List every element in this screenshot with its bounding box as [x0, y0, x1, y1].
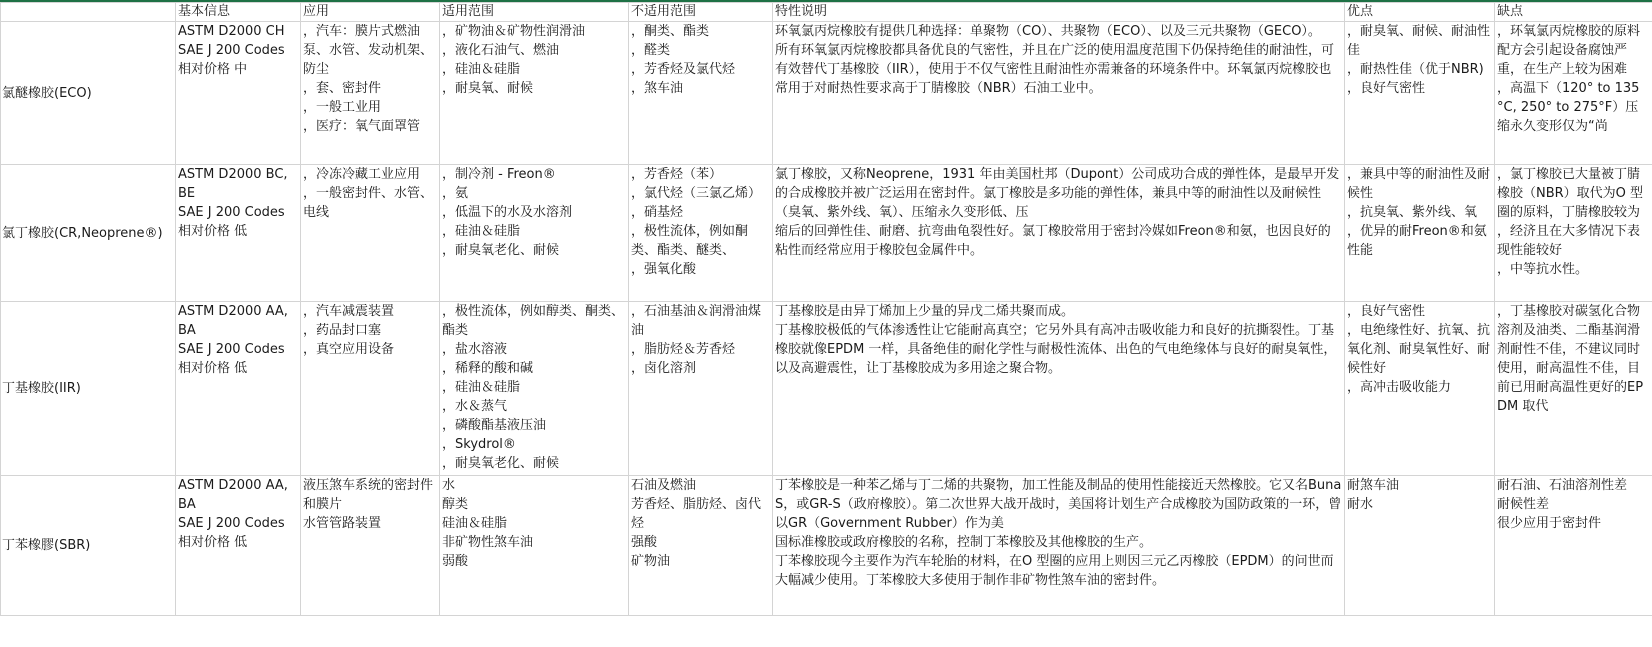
cell-basic-info[interactable] — [176, 165, 301, 302]
cell-text-line: ，煞车油 — [631, 81, 684, 96]
cell-text-line: 相对价格 低 — [178, 535, 248, 550]
cell-text-line: ASTM D2000 BC, BE — [178, 167, 288, 201]
cell-applications[interactable] — [301, 476, 440, 616]
table-row — [1, 302, 1652, 476]
cell-text-line: ，冷冻冷藏工业应用 — [303, 167, 421, 182]
cell-material-name[interactable]: 氯丁橡胶(CR,Neoprene®) — [1, 165, 176, 302]
cell-text-line: ，芳香烃及氯代烃 — [631, 62, 736, 77]
cell-text-line: ，硅油＆硅脂 — [442, 380, 521, 395]
cell-text-line: ，真空应用设备 — [303, 342, 395, 357]
cell-text-line: 耐水 — [1347, 497, 1374, 512]
cell-text-line: ，氯代烃（三氯乙烯） — [631, 186, 762, 201]
cell-text-line: 水管管路装置 — [303, 516, 382, 531]
cell-advantages[interactable] — [1345, 165, 1495, 302]
cell-text-line: ，良好气密性 — [1347, 304, 1426, 319]
cell-text-line: 国标准橡胶或政府橡胶的名称，控制丁苯橡胶及其他橡胶的生产。 — [775, 535, 1153, 550]
cell-material-name[interactable]: 丁基橡胶(IIR) — [1, 302, 176, 476]
cell-text-line: ，耐热性佳（优于NBR) — [1347, 62, 1484, 77]
cell-text-line: ，硅油＆硅脂 — [442, 62, 521, 77]
cell-advantages[interactable] — [1345, 22, 1495, 165]
cell-text-line: ，液化石油气、燃油 — [442, 43, 560, 58]
cell-text-line: 耐煞车油 — [1347, 478, 1400, 493]
cell-disadvantages[interactable] — [1495, 22, 1652, 165]
cell-description[interactable] — [773, 165, 1345, 302]
cell-advantages[interactable] — [1345, 476, 1495, 616]
cell-text-line: ，一般工业用 — [303, 100, 382, 115]
cell-text-line: 芳香烃、脂肪烃、卤代烃 — [631, 497, 762, 531]
header-cell-basic-info[interactable]: 基本信息 — [176, 3, 301, 22]
cell-text-line: 液压煞车系统的密封件和膜片 — [303, 478, 434, 512]
cell-basic-info[interactable] — [176, 22, 301, 165]
cell-text-line: 相对价格 低 — [178, 361, 248, 376]
cell-text-line: SAE J 200 Codes — [178, 516, 285, 531]
cell-description[interactable] — [773, 302, 1345, 476]
cell-disadvantages[interactable] — [1495, 165, 1652, 302]
cell-description[interactable] — [773, 22, 1345, 165]
cell-text-line: ，兼具中等的耐油性及耐候性 — [1347, 167, 1491, 201]
cell-text-line: ，制冷剂 - Freon® — [442, 167, 556, 182]
cell-text-line: ，矿物油＆矿物性润滑油 — [442, 24, 586, 39]
cell-text-line: ，电绝缘性好、抗氧、抗氧化剂、耐臭氧性好、耐候性好 — [1347, 323, 1491, 376]
cell-text-line: ，极性流体，例如酮类、酯类、醚类、 — [631, 224, 749, 258]
cell-text-line: ，抗臭氧、紫外线、氧 — [1347, 205, 1478, 220]
cell-text-line: ，经济且在大多情况下表现性能较好 — [1497, 224, 1641, 258]
cell-material-name[interactable]: 氯醚橡胶(ECO) — [1, 22, 176, 165]
cell-basic-info[interactable] — [176, 302, 301, 476]
cell-applications[interactable] — [301, 22, 440, 165]
table-row — [1, 165, 1652, 302]
cell-text-line: ，汽车减震装置 — [303, 304, 395, 319]
cell-disadvantages[interactable] — [1495, 476, 1652, 616]
cell-text-line: 氯丁橡胶，又称Neoprene，1931 年由美国杜邦（Dupont）公司成功合成的弹性体，是最早开发的合成橡胶并被广泛运用在密封件。氯丁橡胶是多功能的弹性体，兼具中等的耐油性以及耐候性（臭氧、紫外线、氧）、压缩永久变形低、压 — [775, 167, 1340, 220]
cell-text-line: ，耐臭氧、耐候、耐油性佳 — [1347, 24, 1491, 58]
cell-text-line: 相对价格 中 — [178, 62, 248, 77]
cell-text-line: 丁基橡胶是由异丁烯加上少量的异戊二烯共聚而成。 — [775, 304, 1075, 319]
cell-text-line: ，耐臭氧老化、耐候 — [442, 456, 560, 471]
cell-advantages[interactable] — [1345, 302, 1495, 476]
cell-text-line: SAE J 200 Codes — [178, 205, 285, 220]
cell-text-line: 丁苯橡胶现今主要作为汽车轮胎的材料，在O 型圈的应用上则因三元乙丙橡胶（EPDM）的问世而大幅减少使用。丁苯橡胶大多使用于制作非矿物性煞车油的密封件。 — [775, 554, 1334, 588]
header-cell-description[interactable]: 特性说明 — [773, 3, 1345, 22]
cell-text-line: 石油及燃油 — [631, 478, 697, 493]
cell-basic-info[interactable] — [176, 476, 301, 616]
cell-text-line: ASTM D2000 AA, BA — [178, 478, 288, 512]
header-cell-advantages[interactable]: 优点 — [1345, 3, 1495, 22]
cell-text-line: 缩后的回弹性佳、耐磨、抗弯曲龟裂性好。氯丁橡胶常用于密封冷媒如Freon®和氨，也因良好的粘性而经常应用于橡胶包金属件中。 — [775, 224, 1331, 258]
cell-text-line: 丁基橡胶极低的气体渗透性让它能耐高真空；它另外具有高冲击吸收能力和良好的抗撕裂性。丁基橡胶就像EPDM 一样，具备绝佳的耐化学性与耐极性流体、出色的气电绝缘体与良好的耐臭氧性，以及高避震性，让丁基橡胶成为多用途之聚合物。 — [775, 323, 1337, 376]
cell-text-line: SAE J 200 Codes — [178, 43, 285, 58]
cell-text-line: 水 — [442, 478, 456, 493]
cell-text-line: ，硅油＆硅脂 — [442, 224, 521, 239]
cell-text-line: 耐候性差 — [1497, 497, 1550, 512]
cell-text-line: ，水＆蒸气 — [442, 399, 508, 414]
cell-text-line: 环氧氯丙烷橡胶有提供几种选择：单聚物（CO）、共聚物（ECO）、以及三元共聚物（GECO）。 — [775, 24, 1321, 39]
cell-text-line: ，医疗：氧气面罩管 — [303, 119, 421, 134]
header-cell-applications[interactable]: 应用 — [301, 3, 440, 22]
cell-text-line: 矿物油 — [631, 554, 671, 569]
cell-text-line: ，中等抗水性。 — [1497, 262, 1589, 277]
cell-text-line: ，套、密封件 — [303, 81, 382, 96]
header-cell-name[interactable] — [1, 3, 176, 22]
cell-text-line: ASTM D2000 AA, BA — [178, 304, 288, 338]
cell-text-line: ，耐臭氧老化、耐候 — [442, 243, 560, 258]
cell-unsuitable[interactable] — [629, 476, 773, 616]
cell-text-line: ，汽车：膜片式燃油泵、水管、发动机架、防尘 — [303, 24, 434, 77]
cell-text-line: 丁苯橡胶是一种苯乙烯与丁二烯的共聚物，加工性能及制品的使用性能接近天然橡胶。它又名Buna S，或GR-S（政府橡胶）。第二次世界大战开战时，美国将计划生产合成橡胶为国防政策的一环，曾以GR（Government Rubber）作为美 — [775, 478, 1342, 531]
cell-suitable[interactable] — [440, 22, 629, 165]
cell-text-line: ，强氧化酸 — [631, 262, 697, 277]
cell-text-line: ，丁基橡胶对碳氢化合物溶剂及油类、二酯基润滑剂耐性不佳，不建议同时使用，耐高温性不佳，目前已用耐高温性更好的EPDM 取代 — [1497, 304, 1644, 414]
cell-text-line: ，高温下（120° to 135 °C, 250° to 275°F）压缩永久变形仅为“尚 — [1497, 81, 1640, 134]
cell-text-line: ，耐臭氧、耐候 — [442, 81, 534, 96]
header-row — [1, 3, 1652, 22]
cell-text-line: ，高冲击吸收能力 — [1347, 380, 1452, 395]
header-cell-unsuitable[interactable]: 不适用范围 — [629, 3, 773, 22]
cell-description[interactable] — [773, 476, 1345, 616]
cell-text-line: 非矿物性煞车油 — [442, 535, 534, 550]
cell-text-line: 强酸 — [631, 535, 658, 550]
cell-text-line: ASTM D2000 CH — [178, 24, 285, 39]
cell-suitable[interactable] — [440, 476, 629, 616]
cell-text-line: ，磷酸酯基液压油 — [442, 418, 547, 433]
cell-text-line: ，一般密封件、水管、电线 — [303, 186, 434, 220]
cell-text-line: ，氯丁橡胶已大量被丁腈橡胶（NBR）取代为O 型圈的原料，丁腈橡胶较为 — [1497, 167, 1644, 220]
cell-text-line: 耐石油、石油溶剂性差 — [1497, 478, 1628, 493]
header-cell-suitable[interactable]: 适用范围 — [440, 3, 629, 22]
table-row — [1, 22, 1652, 165]
cell-applications[interactable] — [301, 165, 440, 302]
cell-text-line: ，硝基烃 — [631, 205, 684, 220]
cell-text-line: ，优异的耐Freon®和氨性能 — [1347, 224, 1487, 258]
rubber-materials-table — [0, 2, 1652, 616]
cell-text-line: ，石油基油＆润滑油煤油 — [631, 304, 762, 338]
cell-text-line: ，低温下的水及水溶剂 — [442, 205, 573, 220]
cell-text-line: ，极性流体，例如醇类、酮类、酯类 — [442, 304, 625, 338]
cell-text-line: ，稀释的酸和碱 — [442, 361, 534, 376]
cell-unsuitable[interactable] — [629, 22, 773, 165]
cell-text-line: ，脂肪烃＆芳香烃 — [631, 342, 736, 357]
cell-text-line: ，芳香烃（苯） — [631, 167, 723, 182]
cell-text-line: ，酮类、酯类 — [631, 24, 710, 39]
cell-text-line: ，卤化溶剂 — [631, 361, 697, 376]
cell-material-name[interactable]: 丁苯橡膠(SBR) — [1, 476, 176, 616]
cell-text-line: 弱酸 — [442, 554, 469, 569]
cell-disadvantages[interactable] — [1495, 302, 1652, 476]
cell-text-line: 所有环氧氯丙烷橡胶都具备优良的气密性，并且在广泛的使用温度范围下仍保持绝佳的耐油性，可有效替代丁基橡胶（IIR），使用于不仅气密性且耐油性亦需兼备的环境条件中。环氧氯丙烷橡胶也常用于对耐热性要求高于丁腈橡胶（NBR）石油工业中。 — [775, 43, 1335, 96]
cell-text-line: ，Skydrol® — [442, 437, 516, 452]
cell-text-line: ，氨 — [442, 186, 469, 201]
cell-text-line: ，醛类 — [631, 43, 671, 58]
cell-unsuitable[interactable] — [629, 302, 773, 476]
cell-text-line: 相对价格 低 — [178, 224, 248, 239]
cell-unsuitable[interactable] — [629, 165, 773, 302]
cell-text-line: ，环氧氯丙烷橡胶的原料配方会引起设备腐蚀严重，在生产上较为困难 — [1497, 24, 1641, 77]
header-cell-disadvantages[interactable]: 缺点 — [1495, 3, 1652, 22]
cell-text-line: ，盐水溶液 — [442, 342, 508, 357]
cell-text-line: 醇类 — [442, 497, 469, 512]
table-row — [1, 476, 1652, 616]
cell-suitable[interactable] — [440, 302, 629, 476]
cell-text-line: 很少应用于密封件 — [1497, 516, 1602, 531]
cell-applications[interactable] — [301, 302, 440, 476]
cell-text-line: SAE J 200 Codes — [178, 342, 285, 357]
cell-text-line: 硅油＆硅脂 — [442, 516, 508, 531]
cell-suitable[interactable] — [440, 165, 629, 302]
cell-text-line: ，良好气密性 — [1347, 81, 1426, 96]
cell-text-line: ，药品封口塞 — [303, 323, 382, 338]
